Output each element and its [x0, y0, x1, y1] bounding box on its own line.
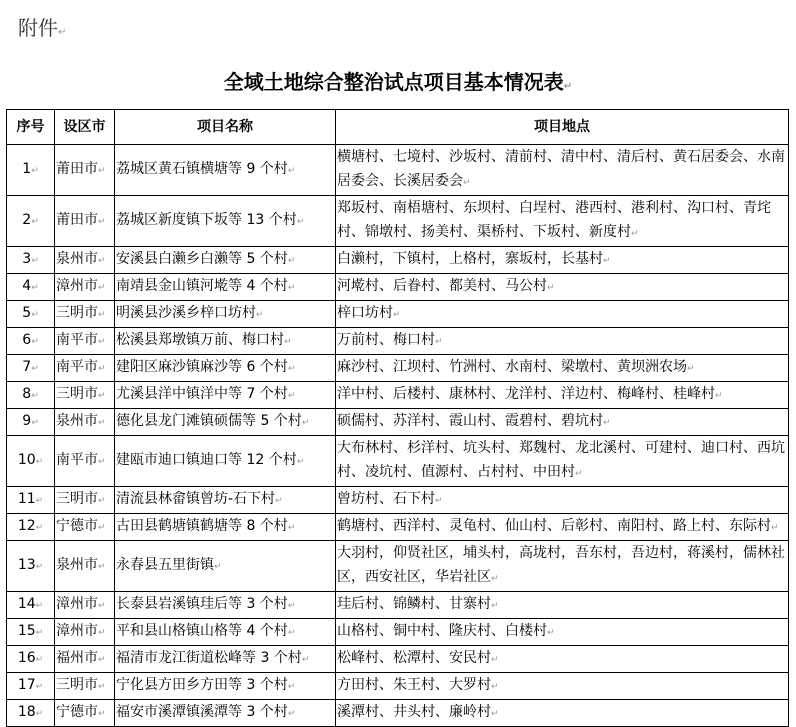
table-row: [7, 673, 789, 700]
cell-no: [7, 382, 55, 409]
cell-end-mark-icon: ↵: [98, 523, 106, 533]
cell-project-name: [115, 328, 336, 355]
cell-project-location: [336, 436, 789, 487]
cell-end-mark-icon: ↵: [31, 337, 39, 347]
cell-project-location-text: 方田村、朱王村、大罗村: [337, 677, 491, 693]
cell-end-mark-icon: ↵: [98, 496, 106, 506]
cell-end-mark-icon: ↵: [35, 601, 44, 611]
cell-project-location-text: 溪潭村、井头村、廉岭村: [337, 704, 491, 720]
cell-project-name-text: 荔城区黄石镇横塘等 9 个村: [116, 161, 288, 177]
cell-end-mark-icon: ↵: [435, 496, 443, 506]
cell-end-mark-icon: ↵: [287, 523, 296, 533]
cell-city: [55, 196, 115, 247]
table-row: [7, 619, 789, 646]
cell-project-location: [336, 247, 789, 274]
cell-project-name-text: 古田县鹤塘镇鹤塘等 8 个村: [116, 518, 288, 534]
cell-end-mark-icon: ↵: [287, 709, 296, 719]
cell-end-mark-icon: ↵: [287, 628, 296, 638]
table-row: [7, 436, 789, 487]
cell-project-name: [115, 196, 336, 247]
col-header-no: 序号: [7, 110, 55, 145]
cell-city: [55, 409, 115, 436]
cell-no: [7, 700, 55, 727]
attachment-label: 附件: [18, 16, 58, 40]
cell-project-name: [115, 619, 336, 646]
table-row: [7, 274, 789, 301]
col-header-location: 项目地点: [336, 110, 789, 145]
cell-project-name-text: 宁化县方田乡方田等 3 个村: [116, 677, 288, 693]
cell-end-mark-icon: ↵: [98, 337, 106, 347]
cell-project-name: [115, 514, 336, 541]
cell-city: [55, 247, 115, 274]
cell-no: [7, 145, 55, 196]
cell-no: [7, 646, 55, 673]
cell-end-mark-icon: ↵: [31, 391, 39, 401]
cell-end-mark-icon: ↵: [603, 418, 611, 428]
cell-no: [7, 541, 55, 592]
table-row: [7, 301, 789, 328]
cell-end-mark-icon: ↵: [631, 229, 639, 239]
cell-end-mark-icon: ↵: [491, 574, 499, 584]
cell-city-text: 漳州市: [56, 623, 98, 639]
cell-end-mark-icon: ↵: [491, 601, 499, 611]
cell-no-text: 9: [22, 413, 32, 429]
cell-end-mark-icon: ↵: [575, 469, 583, 479]
cell-city-text: 宁德市: [56, 518, 98, 534]
cell-project-name-text: 南靖县金山镇河墘等 4 个村: [116, 278, 288, 294]
table-row: [7, 592, 789, 619]
cell-no-text: 10: [17, 452, 36, 468]
cell-end-mark-icon: ↵: [35, 682, 44, 692]
cell-no-text: 16: [17, 650, 36, 666]
table-row: [7, 196, 789, 247]
cell-end-mark-icon: ↵: [98, 628, 106, 638]
cell-no-text: 11: [17, 491, 36, 507]
page-title: [0, 66, 796, 95]
cell-end-mark-icon: ↵: [287, 364, 296, 374]
cell-end-mark-icon: ↵: [547, 283, 555, 293]
cell-city-text: 莆田市: [56, 212, 98, 228]
cell-no: [7, 673, 55, 700]
cell-end-mark-icon: ↵: [31, 256, 39, 266]
table-row: [7, 145, 789, 196]
cell-city: [55, 436, 115, 487]
cell-project-location-text: 洋中村、后楼村、康林村、龙洋村、洋边村、梅峰村、桂峰村: [337, 386, 715, 402]
cell-no-text: 14: [17, 596, 36, 612]
cell-project-name: [115, 673, 336, 700]
cell-end-mark-icon: ↵: [98, 166, 106, 176]
cell-end-mark-icon: ↵: [301, 655, 310, 665]
cell-project-name: [115, 541, 336, 592]
cell-no: [7, 436, 55, 487]
cell-no: [7, 619, 55, 646]
cell-project-location-text: 硕儒村、苏洋村、霞山村、霞碧村、碧坑村: [337, 413, 603, 429]
col-header-name: 项目名称: [115, 110, 336, 145]
cell-project-name: [115, 646, 336, 673]
cell-end-mark-icon: ↵: [275, 496, 283, 506]
cell-no-text: 3: [22, 251, 32, 267]
cell-project-name: [115, 487, 336, 514]
cell-end-mark-icon: ↵: [301, 418, 310, 428]
table-row: [7, 355, 789, 382]
cell-end-mark-icon: ↵: [35, 523, 44, 533]
cell-project-location-text: 松峰村、松潭村、安民村: [337, 650, 491, 666]
cell-no-text: 5: [22, 305, 32, 321]
cell-no: [7, 487, 55, 514]
cell-project-name: [115, 301, 336, 328]
cell-no: [7, 247, 55, 274]
cell-end-mark-icon: ↵: [98, 391, 106, 401]
cell-no-text: 4: [22, 278, 32, 294]
cell-end-mark-icon: ↵: [31, 418, 39, 428]
cell-city-text: 莆田市: [56, 161, 98, 177]
cell-project-name: [115, 382, 336, 409]
cell-project-name-text: 建阳区麻沙镇麻沙等 6 个村: [116, 359, 288, 375]
cell-end-mark-icon: ↵: [284, 337, 292, 347]
cell-city-text: 三明市: [56, 491, 98, 507]
cell-project-location-text: 白濑村，下镇村，上格村，寨坂村，长基村: [337, 251, 603, 267]
cell-no-text: 13: [17, 557, 36, 573]
cell-project-location: [336, 514, 789, 541]
cell-end-mark-icon: ↵: [98, 256, 106, 266]
cell-project-location: [336, 619, 789, 646]
cell-no-text: 7: [22, 359, 32, 375]
cell-end-mark-icon: ↵: [35, 562, 44, 572]
cell-project-location: [336, 409, 789, 436]
cell-no: [7, 355, 55, 382]
cell-end-mark-icon: ↵: [35, 496, 44, 506]
cell-city-text: 泉州市: [56, 413, 98, 429]
cell-project-name-text: 永春县五里街镇: [116, 557, 214, 573]
cell-city: [55, 592, 115, 619]
cell-no: [7, 409, 55, 436]
cell-no-text: 18: [17, 704, 36, 720]
project-table: [6, 109, 789, 727]
cell-no: [7, 328, 55, 355]
cell-end-mark-icon: ↵: [35, 457, 44, 467]
cell-end-mark-icon: ↵: [603, 256, 611, 266]
cell-end-mark-icon: ↵: [98, 364, 106, 374]
cell-end-mark-icon: ↵: [287, 283, 296, 293]
cell-end-mark-icon: ↵: [98, 682, 106, 692]
cell-city: [55, 355, 115, 382]
cell-project-name: [115, 436, 336, 487]
cell-no: [7, 514, 55, 541]
cell-end-mark-icon: ↵: [491, 682, 499, 692]
cell-city: [55, 619, 115, 646]
cell-end-mark-icon: ↵: [287, 601, 296, 611]
cell-end-mark-icon: ↵: [491, 709, 499, 719]
cell-end-mark-icon: ↵: [287, 256, 296, 266]
cell-project-location: [336, 592, 789, 619]
table-row: [7, 247, 789, 274]
cell-project-location: [336, 487, 789, 514]
cell-city-text: 三明市: [56, 305, 98, 321]
cell-city: [55, 541, 115, 592]
cell-city: [55, 700, 115, 727]
cell-city: [55, 145, 115, 196]
cell-city: [55, 646, 115, 673]
cell-end-mark-icon: ↵: [35, 655, 44, 665]
cell-city-text: 三明市: [56, 677, 98, 693]
cell-project-location-text: 大布林村、杉洋村、坑头村、郑魏村、龙北溪村、可建村、迪口村、西坑村、凌坑村、值源村、占村村、中田村: [337, 440, 785, 480]
cell-city-text: 泉州市: [56, 251, 98, 267]
table-row: [7, 700, 789, 727]
cell-end-mark-icon: ↵: [31, 166, 39, 176]
table-row: [7, 409, 789, 436]
cell-project-location-text: 万前村、梅口村: [337, 332, 435, 348]
cell-end-mark-icon: ↵: [98, 601, 106, 611]
cell-end-mark-icon: ↵: [687, 364, 695, 374]
cell-no: [7, 274, 55, 301]
cell-end-mark-icon: ↵: [296, 457, 305, 467]
cell-project-location-text: 郑坂村、南梧塘村、东坝村、白埕村、港西村、港利村、沟口村、青垞村、锦墩村、扬美村、渠桥村、下坂村、新度村: [337, 200, 771, 240]
cell-city: [55, 673, 115, 700]
cell-end-mark-icon: ↵: [393, 310, 401, 320]
cell-project-location: [336, 541, 789, 592]
cell-project-location-text: 山格村、铜中村、隆庆村、白楼村: [337, 623, 547, 639]
cell-no-text: 8: [22, 386, 32, 402]
cell-no-text: 12: [17, 518, 36, 534]
cell-end-mark-icon: ↵: [463, 178, 471, 188]
cell-project-location: [336, 646, 789, 673]
cell-end-mark-icon: ↵: [35, 709, 44, 719]
cell-project-location: [336, 700, 789, 727]
cell-end-mark-icon: ↵: [31, 364, 39, 374]
cell-project-location: [336, 355, 789, 382]
cell-project-name: [115, 409, 336, 436]
cell-project-location-text: 珪后村、锦鳞村、甘寨村: [337, 596, 491, 612]
cell-city: [55, 274, 115, 301]
cell-end-mark-icon: ↵: [98, 655, 106, 665]
cell-end-mark-icon: ↵: [287, 391, 296, 401]
cell-city-text: 三明市: [56, 386, 98, 402]
cell-project-location-text: 曾坊村、石下村: [337, 491, 435, 507]
cell-no-text: 6: [22, 332, 32, 348]
cell-project-name: [115, 145, 336, 196]
cell-project-name-text: 长泰县岩溪镇珪后等 3 个村: [116, 596, 288, 612]
cell-end-mark-icon: ↵: [98, 457, 106, 467]
attachment-label-wrap: [18, 12, 66, 41]
cell-city-text: 福州市: [56, 650, 98, 666]
cell-project-location-text: 大羽村，仰贤社区，埔头村，高垅村，吾东村，吾边村，蒋溪村，儒林社区，西安社区，华岩社区: [337, 545, 785, 585]
cell-end-mark-icon: ↵: [256, 310, 264, 320]
cell-project-name: [115, 247, 336, 274]
cell-project-name: [115, 592, 336, 619]
cell-project-location-text: 横塘村、七境村、沙坂村、清前村、清中村、清后村、黄石居委会、水南居委会、长溪居委会: [337, 149, 785, 189]
cell-project-location: [336, 328, 789, 355]
cell-project-location: [336, 274, 789, 301]
cell-end-mark-icon: ↵: [287, 166, 296, 176]
cell-project-location: [336, 301, 789, 328]
cell-end-mark-icon: ↵: [98, 562, 106, 572]
table-row: [7, 514, 789, 541]
cell-end-mark-icon: ↵: [98, 709, 106, 719]
cell-end-mark-icon: ↵: [491, 655, 499, 665]
cell-project-name-text: 松溪县郑墩镇万前、梅口村: [116, 332, 284, 348]
cell-no-text: 2: [22, 212, 32, 228]
cell-no: [7, 196, 55, 247]
cell-city-text: 南平市: [56, 332, 98, 348]
paragraph-mark-icon: ↵: [58, 27, 67, 38]
table-header-row: [7, 110, 789, 145]
cell-city: [55, 301, 115, 328]
cell-end-mark-icon: ↵: [98, 310, 106, 320]
cell-end-mark-icon: ↵: [31, 283, 39, 293]
cell-project-location-text: 梓口坊村: [337, 305, 393, 321]
cell-no: [7, 301, 55, 328]
col-header-city: 设区市: [55, 110, 115, 145]
cell-end-mark-icon: ↵: [31, 217, 39, 227]
table-body: [7, 145, 789, 727]
table-row: [7, 328, 789, 355]
cell-project-location: [336, 145, 789, 196]
cell-project-location-text: 麻沙村、江坝村、竹洲村、水南村、梁墩村、黄坝洲农场: [337, 359, 687, 375]
cell-project-location: [336, 382, 789, 409]
cell-end-mark-icon: ↵: [547, 628, 555, 638]
cell-project-name-text: 福安市溪潭镇溪潭等 3 个村: [116, 704, 288, 720]
cell-city-text: 漳州市: [56, 596, 98, 612]
cell-end-mark-icon: ↵: [715, 391, 723, 401]
cell-city-text: 泉州市: [56, 557, 98, 573]
table-row: [7, 541, 789, 592]
cell-project-name-text: 明溪县沙溪乡梓口坊村: [116, 305, 256, 321]
cell-project-location-text: 河墘村、后眷村、都美村、马公村: [337, 278, 547, 294]
cell-end-mark-icon: ↵: [771, 523, 779, 533]
cell-no-text: 1: [22, 161, 32, 177]
cell-end-mark-icon: ↵: [214, 562, 222, 572]
cell-city-text: 南平市: [56, 452, 98, 468]
table-row: [7, 487, 789, 514]
cell-no: [7, 592, 55, 619]
cell-project-location: [336, 196, 789, 247]
cell-end-mark-icon: ↵: [31, 310, 39, 320]
cell-no-text: 15: [17, 623, 36, 639]
page-title-text: 全域土地综合整治试点项目基本情况表: [223, 70, 564, 94]
cell-end-mark-icon: ↵: [296, 217, 305, 227]
cell-project-name-text: 清流县林畲镇曾坊-石下村: [116, 491, 276, 507]
cell-end-mark-icon: ↵: [98, 283, 106, 293]
cell-project-name-text: 尤溪县洋中镇洋中等 7 个村: [116, 386, 288, 402]
cell-city: [55, 487, 115, 514]
cell-project-location: [336, 673, 789, 700]
table-row: [7, 646, 789, 673]
cell-project-name: [115, 700, 336, 727]
cell-project-location-text: 鹤塘村、西洋村、灵龟村、仙山村、后彰村、南阳村、路上村、东际村: [337, 518, 771, 534]
cell-project-name: [115, 355, 336, 382]
cell-end-mark-icon: ↵: [35, 628, 44, 638]
cell-city: [55, 514, 115, 541]
cell-project-name-text: 福清市龙江街道松峰等 3 个村: [116, 650, 302, 666]
cell-project-name-text: 安溪县白濑乡白濑等 5 个村: [116, 251, 288, 267]
cell-end-mark-icon: ↵: [287, 682, 296, 692]
cell-project-name-text: 建瓯市迪口镇迪口等 12 个村: [116, 452, 297, 468]
cell-end-mark-icon: ↵: [98, 217, 106, 227]
cell-city-text: 漳州市: [56, 278, 98, 294]
cell-city: [55, 382, 115, 409]
table-row: [7, 382, 789, 409]
cell-city: [55, 328, 115, 355]
cell-no-text: 17: [17, 677, 36, 693]
cell-project-name-text: 平和县山格镇山格等 4 个村: [116, 623, 288, 639]
cell-end-mark-icon: ↵: [98, 418, 106, 428]
cell-project-name-text: 荔城区新度镇下坂等 13 个村: [116, 212, 297, 228]
cell-city-text: 宁德市: [56, 704, 98, 720]
cell-end-mark-icon: ↵: [435, 337, 443, 347]
paragraph-mark-icon: ↵: [563, 81, 573, 92]
cell-city-text: 南平市: [56, 359, 98, 375]
cell-project-name-text: 德化县龙门滩镇硕儒等 5 个村: [116, 413, 302, 429]
cell-project-name: [115, 274, 336, 301]
